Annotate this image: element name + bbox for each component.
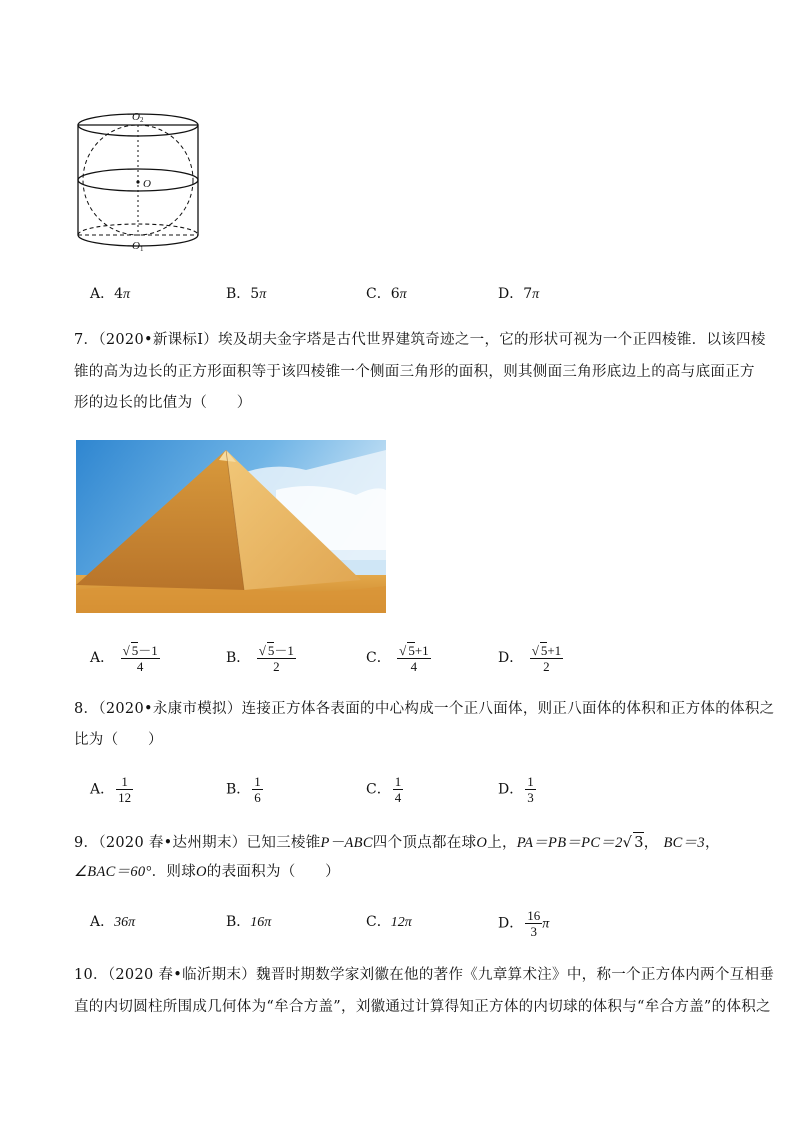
pyramid-photo [76,440,386,613]
label-o2: O [132,111,140,123]
q6-option-a: A．4π [90,286,131,302]
q9-option-b: B．16π [226,914,272,930]
q7-option-c: C． $\frac{√ 5+1}{4}$ [366,643,429,674]
q7-option-b: B． $\frac{√ 5-1}{2}$ [226,643,294,674]
q9-option-a: A．36π [90,914,136,930]
q6-option-c: C．6π [366,286,407,302]
center-point [136,180,139,183]
q8-option-b: B． $\frac{1}{6}$ [226,774,261,805]
label-o2-sub: 2 [140,116,144,124]
q9-line1: 9．（2020 春•达州期末）已知三棱锥P－ABC四个顶点都在球O上，PA＝PB＝PC＝2√ 3， BC＝3， [74,832,734,853]
q6-option-d: D．7π [498,286,540,302]
q8-line1: 8．（2020•永康市模拟）连接正方体各表面的中心构成一个正八面体，则正八面体的体积和正方体的体积之 [74,701,775,717]
q9-option-d: D． $\frac{16}{3}$ π [498,908,550,939]
cylinder-sphere-figure [70,96,210,258]
label-o: O [143,178,151,190]
q8-line2: 比为（ ） [74,732,163,748]
label-o1-sub: 1 [140,245,144,253]
q6-option-b: B．5π [226,286,267,302]
q7-line2: 锥的高为边长的正方形面积等于该四棱锥一个侧面三角形的面积，则其侧面三角形底边上的高与底面正方 [74,364,755,380]
q8-option-c: C． $\frac{1}{4}$ [366,774,402,805]
q9-option-c: C．12π [366,914,412,930]
q7-line3: 形的边长的比值为（ ） [74,395,252,411]
q10-line2: 直的内切圆柱所围成几何体为“牟合方盖”，刘徽通过计算得知正方体的内切球的体积与“牟合方盖”的体积之 [74,999,771,1015]
q9-line2: ∠BAC＝60°．则球O的表面积为（ ） [74,864,340,880]
label-o1: O [132,240,140,252]
q7-option-a: A． $\frac{√ 5-1}{4}$ [90,643,158,674]
q8-option-a: A． $\frac{1}{12}$ [90,774,132,805]
q7-line1: 7．（2020•新课标Ⅰ）埃及胡夫金字塔是古代世界建筑奇迹之一，它的形状可视为一个正四棱锥．以该四棱 [74,332,766,348]
q8-option-d: D． $\frac{1}{3}$ [498,774,534,805]
q10-line1: 10．（2020 春•临沂期末）魏晋时期数学家刘徽在他的著作《九章算术注》中，称一个正方体内两个互相垂 [74,967,775,983]
q7-option-d: D． $\frac{√ 5+1}{2}$ [498,643,562,674]
